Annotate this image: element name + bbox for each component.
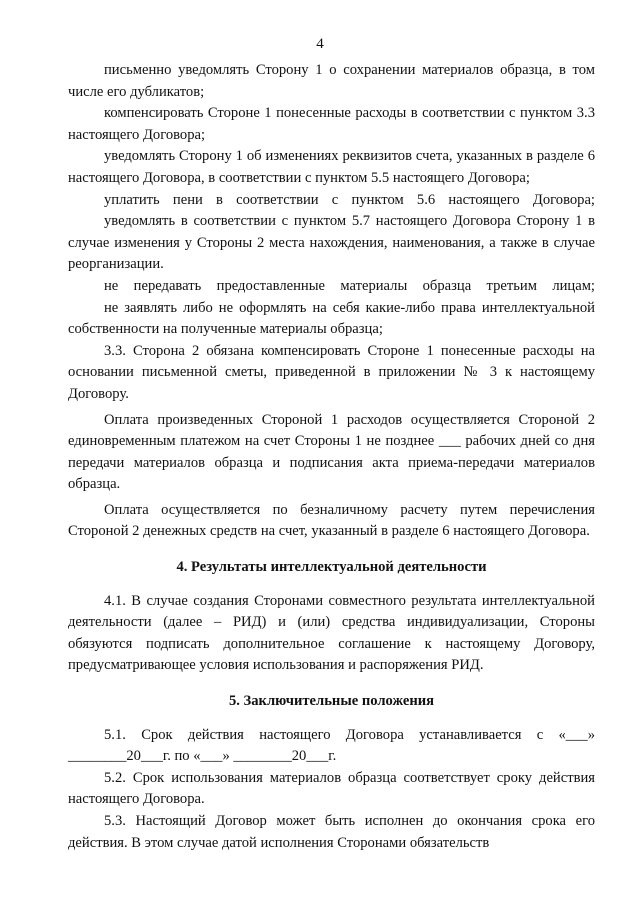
document-body [68, 60, 595, 854]
paragraph: Оплата осуществляется по безналичному расчету путем перечисления Стороной 2 денежных средств на счет, указанный в разделе 6 настоящего Договора. [68, 501, 595, 540]
paragraph: письменно уведомлять Сторону 1 о сохранении материалов образца, в том числе его дубликатов; [68, 62, 595, 100]
paragraph: Оплата произведенных Стороной 1 расходов осуществляется Стороной 2 единовременным платежом на счет Стороны 1 не позднее ___ рабочих дней со дня передачи материалов образца и подписания акта приема-передачи материалов образца. [68, 411, 595, 493]
section-heading: 5. Заключительные положения [228, 693, 435, 710]
paragraph: не заявлять либо не оформлять на себя какие-либо права интеллектуальной собственности на полученные материалы образца; [68, 299, 595, 338]
paragraph: 5.3. Настоящий Договор может быть исполнен до окончания срока его действия. В этом случае датой исполнения Сторонами обязательств [68, 813, 595, 851]
paragraph: 5.2. Срок использования материалов образца соответствует сроку действия настоящего Договора. [68, 769, 595, 808]
section-heading: 4. Результаты интеллектуальной деятельности [176, 559, 487, 576]
paragraph: 3.3. Сторона 2 обязана компенсировать Стороне 1 понесенные расходы на основании письменной сметы, приведенной в приложении № 3 к настоящему Договору. [68, 342, 595, 402]
paragraph: не передавать предоставленные материалы образца третьим лицам; [104, 277, 595, 294]
paragraph: компенсировать Стороне 1 понесенные расходы в соответствии с пунктом 3.3 настоящего Договора; [68, 105, 595, 143]
paragraph: 4.1. В случае создания Сторонами совместного результата интеллектуальной деятельности (далее – РИД) и (или) средства индивидуализации, Стороны обязуются подписать дополнительное соглашение к настоящему Договору, предусматривающее условия использования и распоряжения РИД. [68, 592, 595, 674]
paragraph: уплатить пени в соответствии с пунктом 5.6 настоящего Договора; [104, 191, 595, 208]
paragraph: 5.1. Срок действия настоящего Договора устанавливается с «___» ________20___г. по «___» ________20___г. [68, 726, 595, 765]
paragraph: уведомлять в соответствии с пунктом 5.7 настоящего Договора Сторону 1 в случае изменения у Стороны 2 места нахождения, наименования, а также в случае реорганизации. [68, 213, 595, 273]
paragraph: уведомлять Сторону 1 об изменениях реквизитов счета, указанных в разделе 6 настоящего Договора, в соответствии с пунктом 5.5 настоящего Договора; [68, 148, 595, 186]
page-number: 4 [316, 36, 324, 52]
